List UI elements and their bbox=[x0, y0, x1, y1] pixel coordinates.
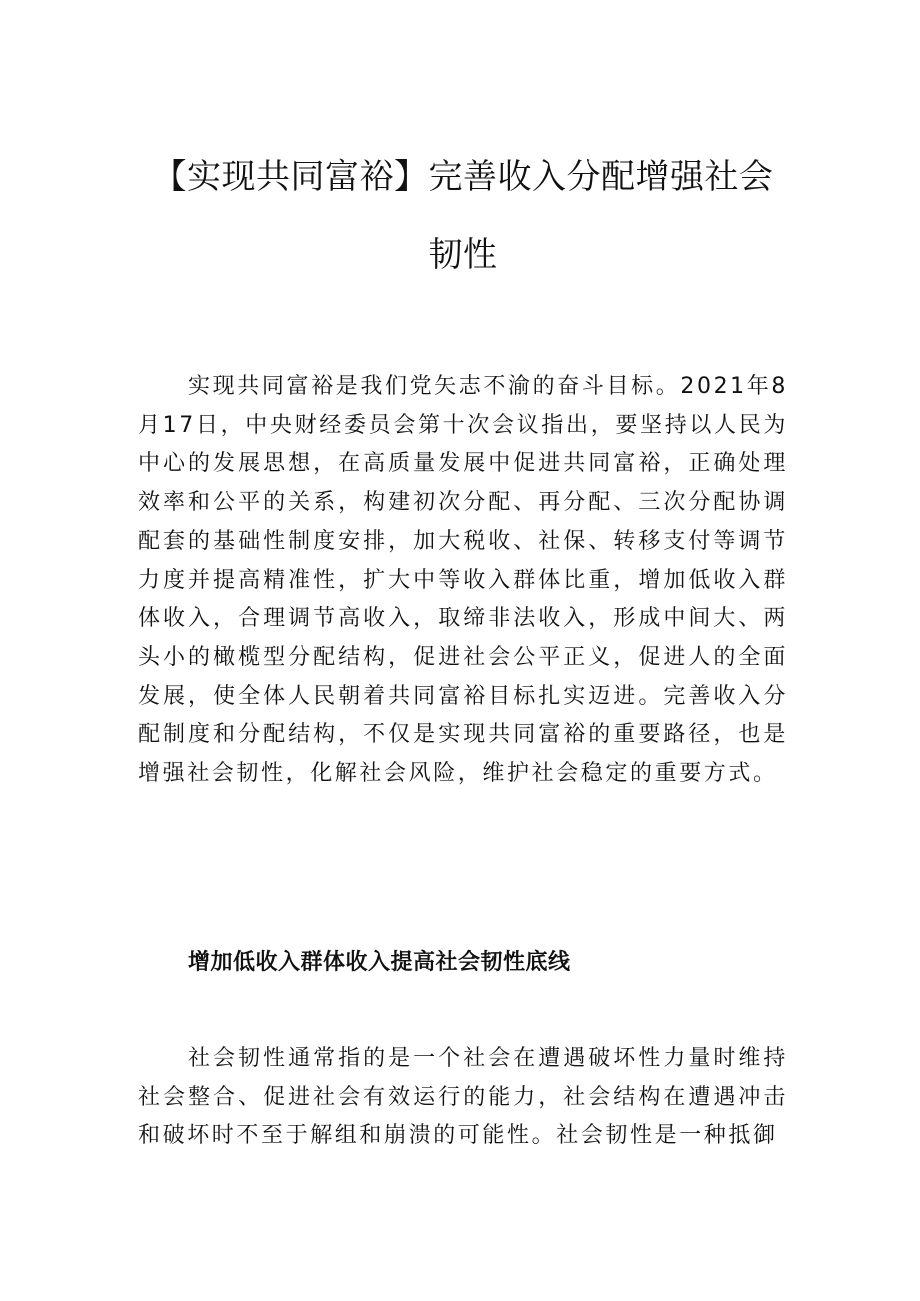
title-line-2: 韧性 bbox=[428, 235, 498, 275]
title-line-1: 【实现共同富裕】完善收入分配增强社会 bbox=[152, 157, 774, 197]
document-title bbox=[138, 138, 788, 294]
section-heading: 增加低收入群体收入提高社会韧性底线 bbox=[188, 950, 571, 975]
body-paragraph-1: 实现共同富裕是我们党矢志不渝的奋斗目标。2021年8月17日，中央财经委员会第十次会议指出，要坚持以人民为中心的发展思想，在高质量发展中促进共同富裕，正确处理效率和公平的关系，构建初次分配、再分配、三次分配协调配套的基础性制度安排，加大税收、社保、转移支付等调节力度并提高精准性，扩大中等收入群体比重，增加低收入群体收入，合理调节高收入，取缔非法收入，形成中间大、两头小的橄榄型分配结构，促进社会公平正义，促进人的全面发展，使全体人民朝着共同富裕目标扎实迈进。完善收入分配制度和分配结构，不仅是实现共同富裕的重要路径，也是增强社会韧性，化解社会风险，维护社会稳定的重要方式。 bbox=[138, 374, 788, 787]
body-paragraph-2: 社会韧性通常指的是一个社会在遭遇破坏性力量时维持社会整合、促进社会有效运行的能力，社会结构在遭遇冲击和破坏时不至于解组和崩溃的可能性。社会韧性是一种抵御 bbox=[138, 1046, 788, 1149]
